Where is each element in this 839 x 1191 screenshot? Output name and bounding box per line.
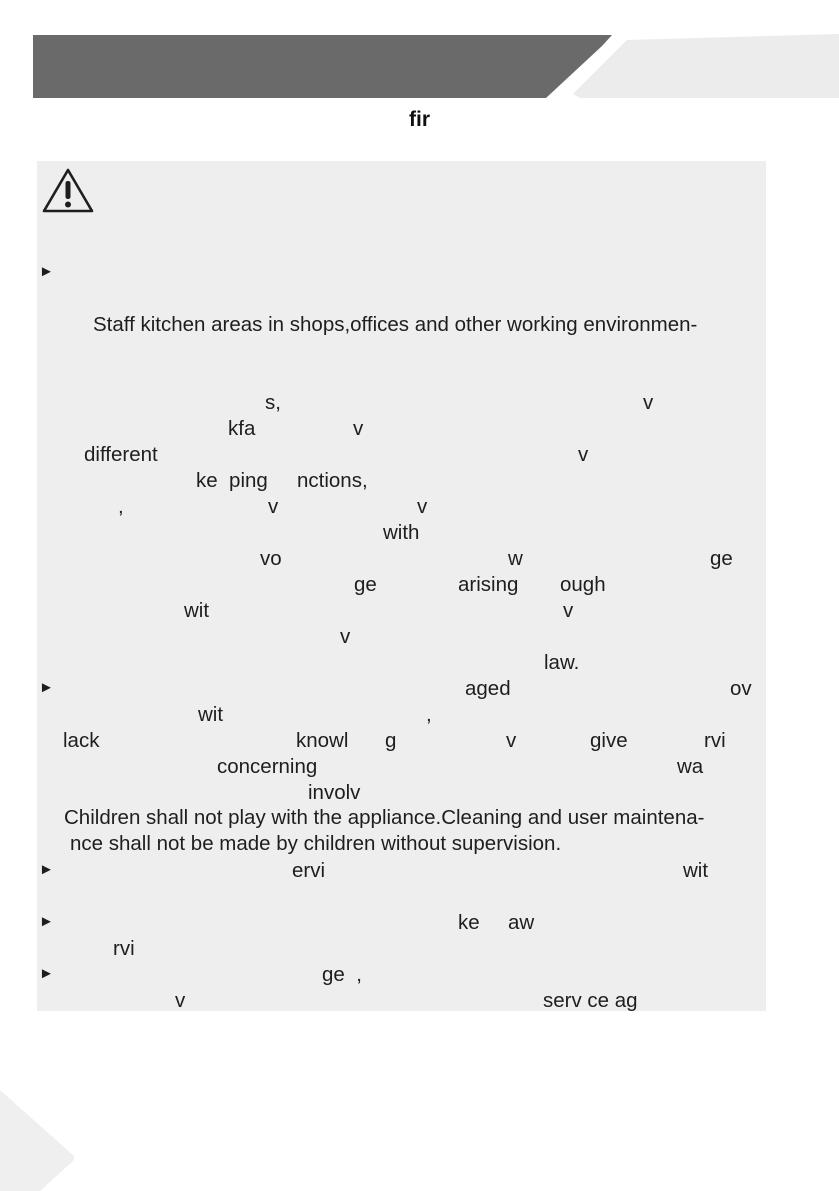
warning-triangle-icon: [41, 167, 95, 215]
bullet-5: ►: [39, 965, 54, 982]
text-fragment: give: [590, 729, 628, 752]
text-fragment: kfa: [228, 417, 256, 440]
section-subtitle: fir: [409, 108, 430, 131]
bullet-3: ►: [39, 861, 54, 878]
text-fragment: s,: [265, 391, 281, 414]
text-fragment: wit: [198, 703, 224, 726]
text-fragment: v: [417, 495, 428, 518]
header-bar: [0, 0, 839, 110]
text-fragment: lack: [63, 729, 100, 752]
text-fragment: ke: [458, 911, 480, 934]
text-fragment: ge: [354, 573, 377, 596]
text-fragment: w: [508, 547, 523, 570]
text-fragment: ov: [730, 677, 752, 700]
text-fragment: ,: [426, 703, 432, 726]
text-fragment: wit: [184, 599, 210, 622]
text-fragment: ke ping: [196, 469, 268, 492]
bullet-1: ►: [39, 263, 54, 280]
text-fragment: serv ce ag: [543, 989, 638, 1012]
text-fragment: ge: [710, 547, 733, 570]
text-fragment: ervi: [292, 859, 326, 882]
text-fragment: rvi: [113, 937, 135, 960]
text-line: nce shall not be made by children without supervision.: [70, 832, 562, 855]
header-tab-dark: [33, 35, 612, 98]
bullet-2: ►: [39, 679, 54, 696]
text-fragment: g: [385, 729, 397, 752]
text-fragment: v: [563, 599, 574, 622]
header-bar-graphic: [0, 0, 839, 110]
safety-notice-box: [37, 161, 766, 1011]
text-fragment: v: [340, 625, 351, 648]
text-fragment: with: [383, 521, 420, 544]
text-fragment: arising: [458, 573, 519, 596]
text-fragment: concerning: [217, 755, 318, 778]
text-fragment: wit: [683, 859, 709, 882]
text-fragment: involv: [308, 781, 361, 804]
text-fragment: ,: [118, 495, 124, 518]
header-tab-light: [573, 34, 839, 98]
text-fragment: wa: [677, 755, 704, 778]
text-fragment: nctions,: [297, 469, 368, 492]
text-fragment: aw: [508, 911, 535, 934]
text-fragment: knowl: [296, 729, 349, 752]
text-fragment: different: [84, 443, 158, 466]
text-fragment: aged: [465, 677, 511, 700]
text-fragment: v: [353, 417, 364, 440]
text-fragment: vo: [260, 547, 282, 570]
bullet-4: ►: [39, 913, 54, 930]
text-line: Children shall not play with the appliance.Cleaning and user maintena-: [64, 806, 705, 829]
corner-decoration: [0, 1090, 80, 1191]
text-fragment: v: [268, 495, 279, 518]
text-fragment: rvi: [704, 729, 726, 752]
text-fragment: ge ,: [322, 963, 362, 986]
text-line: Staff kitchen areas in shops,offices and other working environmen-: [93, 313, 698, 336]
text-fragment: v: [643, 391, 654, 414]
text-fragment: law.: [544, 651, 580, 674]
text-fragment: v: [578, 443, 589, 466]
text-fragment: ough: [560, 573, 606, 596]
text-fragment: v: [506, 729, 517, 752]
text-fragment: v: [175, 989, 186, 1012]
